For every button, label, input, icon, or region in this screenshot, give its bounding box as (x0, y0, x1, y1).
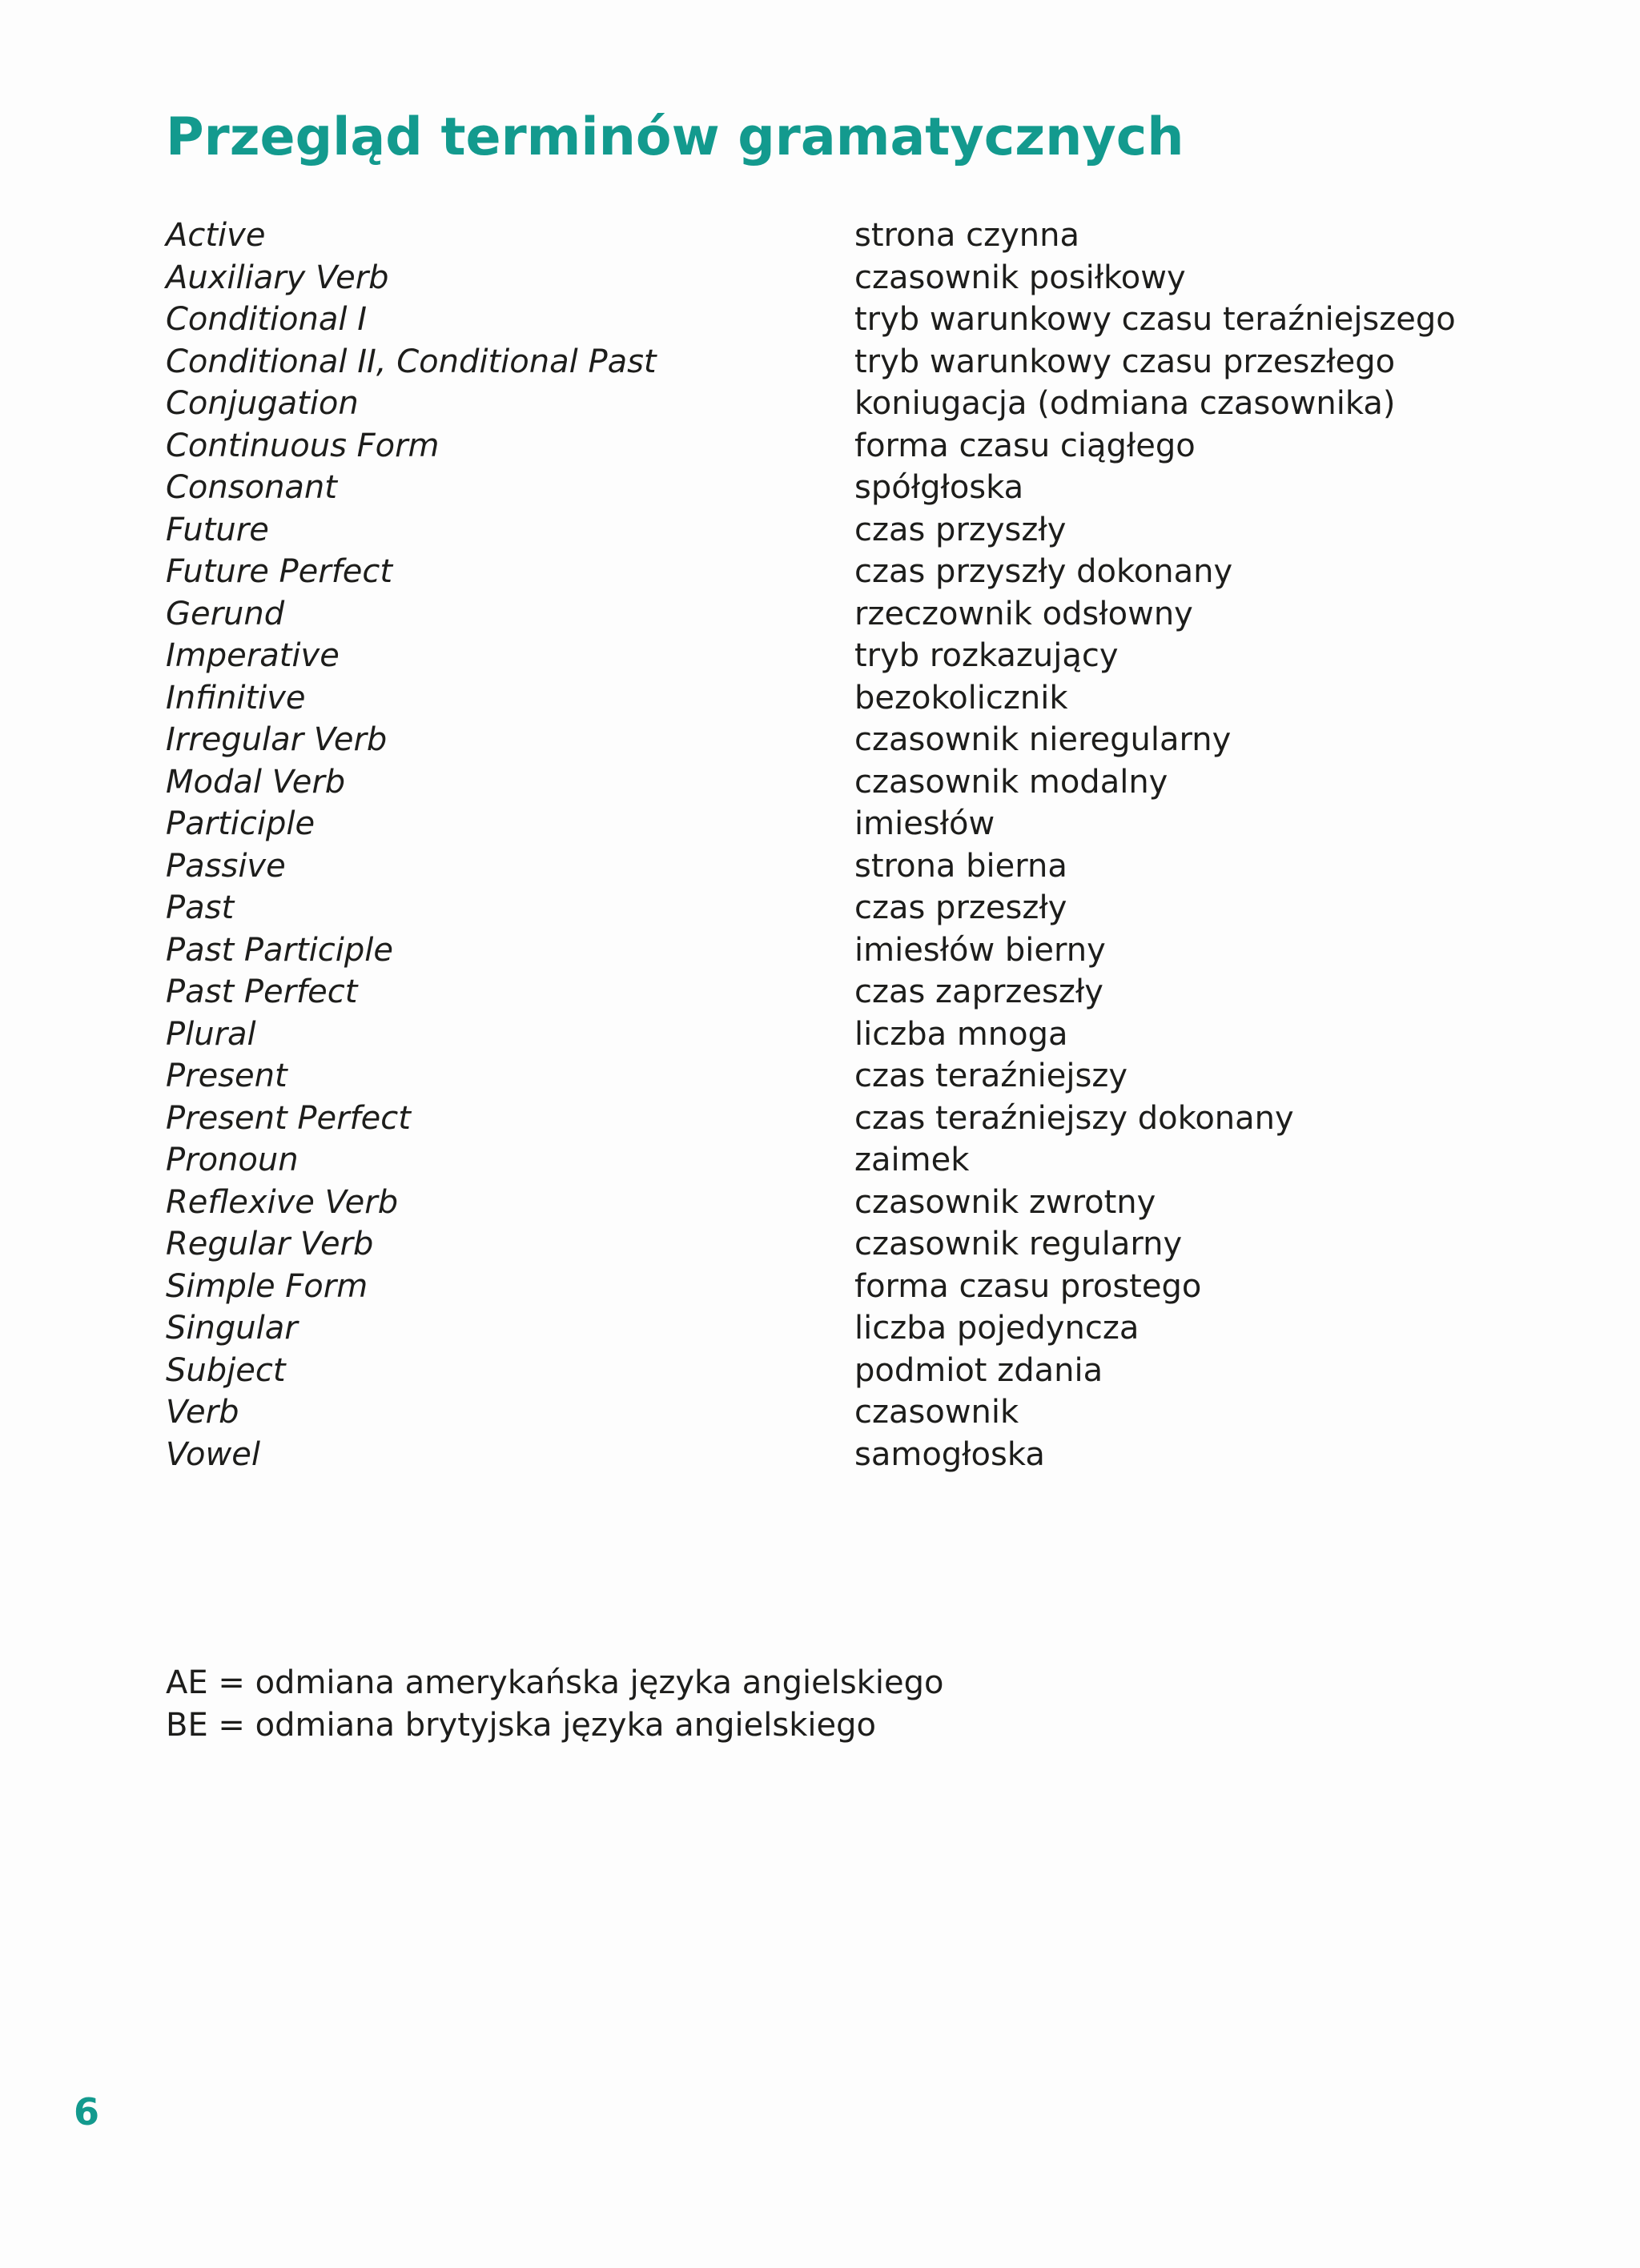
glossary-term-polish: spółgłoska (854, 469, 1024, 506)
glossary-term-english: Gerund (166, 595, 285, 632)
glossary-term-english: Infinitive (166, 679, 306, 717)
abbreviations-notes (166, 1662, 943, 1746)
glossary-term-polish: tryb warunkowy czasu teraźniejszego (854, 301, 1456, 338)
glossary-term-polish: czasownik (854, 1394, 1019, 1431)
glossary-term-english: Irregular Verb (166, 721, 388, 758)
glossary-term-english: Modal Verb (166, 763, 346, 801)
page-title: Przegląd terminów gramatycznych (166, 107, 1184, 167)
glossary-term-english: Plural (166, 1015, 256, 1053)
glossary-term-polish: czasownik modalny (854, 763, 1168, 801)
glossary-term-english: Simple Form (166, 1267, 368, 1305)
glossary-term-english: Auxiliary Verb (166, 259, 389, 296)
english-terms-list (166, 215, 657, 1475)
glossary-term-english: Regular Verb (166, 1226, 374, 1262)
glossary-term-polish: czas przyszły dokonany (854, 553, 1233, 590)
glossary-term-english: Active (166, 217, 266, 254)
page-number: 6 (74, 2090, 100, 2134)
glossary-term-english: Past (166, 889, 235, 926)
glossary-term-english: Present (166, 1058, 287, 1094)
glossary-term-english: Present Perfect (166, 1099, 411, 1137)
glossary-term-polish: czas teraźniejszy (854, 1058, 1128, 1094)
glossary-term-polish: czasownik regularny (854, 1226, 1183, 1262)
glossary-term-polish: koniugacja (odmiana czasownika) (854, 385, 1396, 422)
glossary-term-polish: rzeczownik odsłowny (854, 595, 1193, 632)
glossary-term-polish: czasownik zwrotny (854, 1183, 1156, 1221)
glossary-term-polish: forma czasu prostego (854, 1267, 1202, 1305)
glossary-term-english: Verb (166, 1394, 239, 1431)
glossary-term-polish: podmiot zdania (854, 1351, 1103, 1389)
glossary-term-english: Past Participle (166, 931, 393, 969)
glossary-term-english: Consonant (166, 469, 337, 506)
glossary-term-english: Conditional I (166, 301, 368, 338)
glossary-term-english: Participle (166, 805, 316, 842)
glossary-term-english: Future (166, 511, 269, 548)
glossary-term-polish: imiesłów (854, 805, 995, 842)
glossary-term-english: Conjugation (166, 385, 359, 422)
glossary-term-polish: samogłoska (854, 1435, 1045, 1473)
glossary-term-english: Subject (166, 1351, 286, 1389)
glossary-term-english: Future Perfect (166, 553, 393, 590)
glossary-term-polish: zaimek (854, 1142, 970, 1178)
glossary-term-polish: strona czynna (854, 217, 1080, 254)
glossary-term-polish: czas przyszły (854, 511, 1067, 548)
polish-terms-list (854, 215, 1456, 1475)
glossary-term-polish: czasownik posiłkowy (854, 259, 1186, 296)
glossary-term-polish: czas teraźniejszy dokonany (854, 1099, 1294, 1137)
glossary-term-english: Singular (166, 1310, 298, 1347)
note-be: BE = odmiana brytyjska języka angielskiego (166, 1706, 876, 1744)
note-ae: AE = odmiana amerykańska języka angielskiego (166, 1664, 944, 1701)
glossary-term-english: Continuous Form (166, 427, 440, 464)
glossary-term-english: Past Perfect (166, 973, 358, 1010)
glossary-term-polish: tryb rozkazujący (854, 637, 1119, 674)
glossary-term-english: Vowel (166, 1435, 260, 1473)
glossary-term-polish: czasownik nieregularny (854, 721, 1232, 758)
glossary-term-polish: czas przeszły (854, 889, 1067, 926)
glossary-term-polish: imiesłów bierny (854, 931, 1106, 969)
glossary-term-polish: bezokolicznik (854, 679, 1068, 717)
glossary-term-english: Reflexive Verb (166, 1183, 399, 1221)
glossary-term-polish: tryb warunkowy czasu przeszłego (854, 343, 1396, 380)
glossary-term-english: Passive (166, 847, 286, 885)
glossary-term-english: Imperative (166, 637, 340, 674)
glossary-term-english: Pronoun (166, 1142, 299, 1178)
glossary-term-polish: liczba mnoga (854, 1015, 1068, 1053)
glossary-term-polish: forma czasu ciągłego (854, 427, 1196, 464)
glossary-term-polish: czas zaprzeszły (854, 973, 1103, 1010)
glossary-term-polish: liczba pojedyncza (854, 1310, 1140, 1347)
glossary-term-polish: strona bierna (854, 847, 1067, 885)
glossary-term-english: Conditional II, Conditional Past (166, 343, 657, 380)
